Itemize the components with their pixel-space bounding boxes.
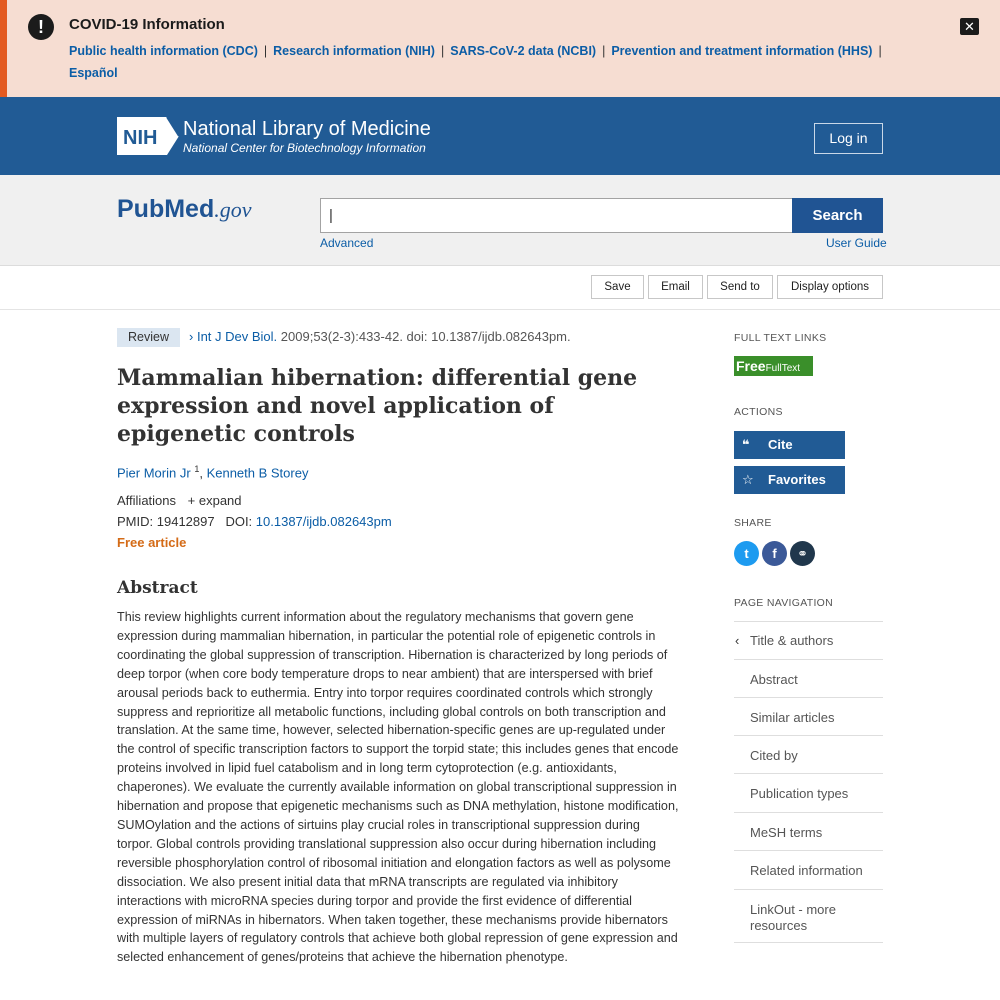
search-button[interactable]: Search [792, 198, 883, 233]
chevron-right-icon: › [189, 329, 194, 344]
free-article-label: Free article [117, 535, 187, 550]
chevron-left-icon: ‹ [735, 633, 740, 648]
affiliation-ref[interactable]: 1 [194, 464, 200, 474]
alert-icon: ! [28, 14, 54, 40]
citation-details: 2009;53(2-3):433-42. doi: 10.1387/ijdb.082643pm. [280, 329, 571, 344]
plus-icon: + [187, 493, 196, 508]
article-type-badge: Review [117, 328, 180, 347]
nav-mesh-terms[interactable]: MeSH terms [734, 812, 883, 850]
free-full-text-small: FullText [765, 363, 801, 374]
email-button[interactable]: Email [648, 275, 703, 299]
doi-link[interactable]: 10.1387/ijdb.082643pm [255, 514, 392, 529]
cite-label: Cite [768, 437, 793, 452]
cdc-link[interactable]: Public health information (CDC) [69, 44, 258, 58]
free-full-text-link[interactable] [734, 356, 813, 376]
nav-publication-types[interactable]: Publication types [734, 773, 883, 812]
actions-label: ACTIONS [734, 406, 783, 418]
logo-med: Med [164, 195, 215, 223]
doi-label: DOI: [225, 514, 253, 529]
expand-label: expand [198, 493, 242, 508]
hhs-link[interactable]: Prevention and treatment information (HHS) [611, 44, 873, 58]
nav-similar-articles[interactable]: Similar articles [734, 697, 883, 735]
full-text-links-label: FULL TEXT LINKS [734, 332, 827, 344]
covid-links [69, 40, 929, 84]
covid-title: COVID-19 Information [69, 16, 225, 33]
user-guide-link[interactable]: User Guide [826, 236, 887, 250]
identifiers [117, 514, 392, 529]
author-link[interactable]: Kenneth B Storey [206, 465, 309, 481]
quote-icon: ❝ [742, 437, 750, 452]
login-button[interactable]: Log in [814, 123, 883, 154]
nih-logo-text: NIH [123, 127, 158, 149]
separator: | [602, 44, 606, 58]
abstract-text: This review highlights current information about the regulatory mechanisms that govern gene expression during mammalian hibernation, in particular the potential role of epigenetic controls in coordinating the global suppression of transcription. Hibernation is characterized by long periods of deep torpor (when core body temperature drops to near ambient) that are interspersed with brief arousal periods back to euthermia. Entry into torpor requires coordinated controls which strongly suppress and reprioritize all metabolic functions, including global controls on both transcription and translation. At the same time, however, selected hibernation-specific genes are up-regulated under the control of specific transcription factors to support the torpid state; this includes genes that encode proteins involved in lipid fuel catabolism and in long term cytoprotection (e.g. antioxidants, chaperones). We evaluate the currently available information on global transcriptional suppression in hibernation and propose that epigenetic mechanisms such as DNA methylation, histone modification, SUMOylation and the actions of sirtuins play crucial roles in transcriptional suppression during torpor. Global controls providing translational suppression also occur during hibernation including reversible phosphorylation control of ribosomal initiation and elongation factors as well as polysome dissociation. We also present initial data that mRNA transcripts are regulated via inhibitory interactions with microRNA species during torpor and provide the first evidence of differential expression of miRNAs in hibernators. When taken together, these mechanisms provide hibernators with multiple layers of regulatory controls that achieve both global repression of gene expression and selected enhancement of genes/proteins that achieve the hibernation phenotype. [117, 610, 679, 965]
journal-link[interactable]: Int J Dev Biol. [196, 329, 278, 344]
nav-cited-by[interactable]: Cited by [734, 735, 883, 773]
ncbi-data-link[interactable]: SARS-CoV-2 data (NCBI) [450, 44, 597, 58]
logo-pub: Pub [117, 195, 165, 223]
ncbi-subtitle[interactable]: National Center for Biotechnology Information [183, 141, 426, 155]
free-full-text-big: Free [736, 358, 766, 374]
article-title: Mammalian hibernation: differential gene expression and novel application of epigenetic controls [117, 365, 638, 447]
separator: | [878, 44, 882, 58]
abstract-heading: Abstract [117, 578, 198, 598]
star-icon: ☆ [742, 472, 754, 487]
covid-banner [0, 0, 1000, 97]
nav-abstract[interactable]: Abstract [734, 659, 883, 697]
twitter-icon[interactable]: t [734, 541, 759, 566]
divider [0, 309, 1000, 310]
page-navigation-label: PAGE NAVIGATION [734, 597, 834, 609]
authors-list: Pier Morin Jr $^1$, Kenneth B Storey [117, 464, 309, 481]
cite-button[interactable] [734, 431, 845, 459]
display-options-button[interactable]: Display options [777, 275, 883, 299]
favorites-button[interactable] [734, 466, 845, 494]
affiliations [117, 493, 242, 508]
nav-linkout[interactable]: LinkOut - more resources [734, 889, 883, 943]
close-icon[interactable]: ✕ [960, 18, 979, 35]
affiliations-label: Affiliations [117, 493, 177, 508]
send-to-button[interactable]: Send to [707, 275, 773, 299]
pmid-value: 19412897 [156, 514, 215, 529]
separator: | [440, 44, 445, 58]
separator: | [263, 44, 268, 58]
search-band [0, 175, 1000, 266]
nih-research-link[interactable]: Research information (NIH) [273, 44, 435, 58]
nih-header [0, 97, 1000, 175]
author-link[interactable]: Pier Morin Jr [117, 465, 191, 481]
logo-gov: .gov [214, 197, 252, 222]
facebook-icon[interactable]: f [762, 541, 787, 566]
nav-title-authors[interactable] [734, 621, 883, 659]
nlm-title[interactable]: National Library of Medicine [183, 118, 431, 140]
nih-logo[interactable] [117, 117, 179, 155]
pubmed-logo[interactable] [117, 195, 251, 224]
favorites-label: Favorites [768, 472, 826, 487]
espanol-link[interactable]: Español [69, 66, 118, 80]
pmid-label: PMID: [117, 514, 154, 529]
share-label: SHARE [734, 517, 772, 529]
copy-link-icon[interactable]: ⚭ [790, 541, 815, 566]
nav-related-information[interactable]: Related information [734, 850, 883, 889]
advanced-search-link[interactable]: Advanced [320, 236, 374, 250]
expand-affiliations[interactable] [188, 493, 242, 508]
search-input[interactable]: | [320, 198, 793, 233]
citation [189, 329, 571, 344]
nav-label: Title & authors [750, 633, 834, 648]
save-button[interactable]: Save [591, 275, 644, 299]
